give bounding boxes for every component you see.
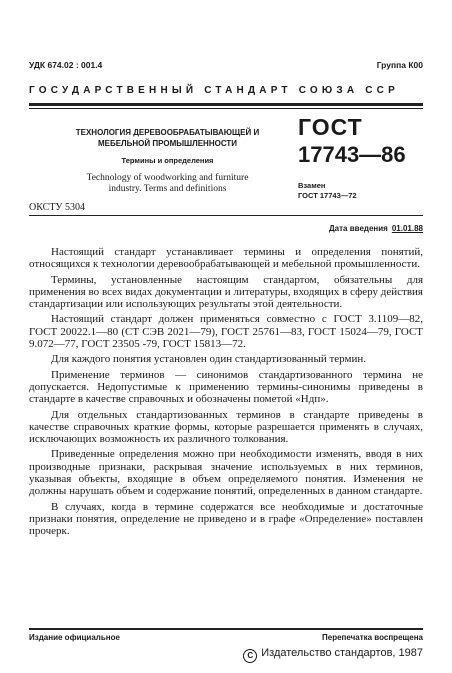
paragraph: Для отдельных стандартизованных терминов в стандарте приведены в качестве справочных краткие формы, которые разрешается применять в случаях, исключающих возможность их различного толкования. (29, 408, 423, 446)
udk-code: УДК 674.02 : 001.4 (29, 60, 103, 70)
paragraph: Для каждого понятия установлен один стандартизованный термин. (51, 353, 366, 366)
okstu-code: ОКСТУ 5304 (29, 202, 86, 213)
okstu-rule (29, 215, 423, 216)
date-of-introduction (329, 224, 423, 233)
date-value: 01.01.88 (391, 224, 423, 233)
copyright-text: Издательство стандартов, 1987 (261, 647, 423, 659)
reprint-prohibited: Перепечатка воспрещена (322, 633, 423, 642)
replaces-label: Взамен (298, 181, 326, 190)
paragraph: В случаях, когда в термине содержатся все необходимые и достаточные признаки понятия, определение не приведено и в графе «Определение» поставлен прочерк. (29, 500, 423, 538)
gost-number: 17743—86 (298, 142, 406, 167)
banner-rule-thick (29, 103, 423, 106)
date-label: Дата введения (328, 224, 388, 233)
paragraph: Настоящий стандарт устанавливает термины и определения понятий, относящихся к технологии деревообрабатывающей и мебельной промышленности. (29, 246, 423, 271)
title-ru (50, 127, 285, 149)
paragraph: Настоящий стандарт должен применяться совместно с ГОСТ 3.1109—82, ГОСТ 20022.1—80 (СТ СЭВ 2021—79), ГОСТ 25761—83, ГОСТ 15024—79, ГОСТ 9.072—77, ГОСТ 23505 -79, ГОСТ 15813—72. (29, 313, 423, 351)
title-en-line-2: industry. Terms and definitions (108, 184, 227, 194)
official-edition: Издание официальное (29, 633, 120, 642)
subtitle-ru: Термины и определения (121, 156, 214, 165)
paragraph: Приведенные определения можно при необходимости изменять, вводя в них производные признаки, раскрывая значение используемых в них терминов, указывая объекты, входящие в объем определяемого понятия. Изменения не должны нарушать объем и содержание понятий, определенных в данном стандарте. (29, 448, 423, 498)
copyright-line (243, 647, 423, 663)
banner-rule-thin (29, 108, 423, 109)
header-row (29, 60, 423, 74)
title-en (50, 173, 285, 195)
paragraph: Применение терминов — синонимов стандартизованного термина не допускается. Недопустимые к применению термины-синонимы приведены в стандарте в качестве справочных и обозначены пометой «Ндп». (29, 368, 423, 406)
title-en-line-1: Technology of woodworking and furniture (86, 173, 249, 183)
copyright-icon: C (243, 649, 257, 663)
paragraph: Термины, установленные настоящим стандартом, обязательны для применения во всех видах документации и литературы, входящих в сферу действия стандартизации или использующих результаты этой деятельности. (29, 273, 423, 311)
gost-label: ГОСТ (298, 114, 363, 140)
replaces-number: ГОСТ 17743—72 (298, 191, 357, 200)
group-code: Группа К00 (376, 60, 423, 70)
body-text (29, 246, 423, 541)
title-line-2: МЕБЕЛЬНОЙ ПРОМЫШЛЕННОСТИ (97, 139, 238, 148)
title-line-1: ТЕХНОЛОГИЯ ДЕРЕВООБРАБАТЫВАЮЩЕЙ И (75, 128, 260, 137)
standard-banner: ГОСУДАРСТВЕННЫЙ СТАНДАРТ СОЮЗА ССР (29, 85, 399, 96)
footer-rule (29, 628, 423, 630)
